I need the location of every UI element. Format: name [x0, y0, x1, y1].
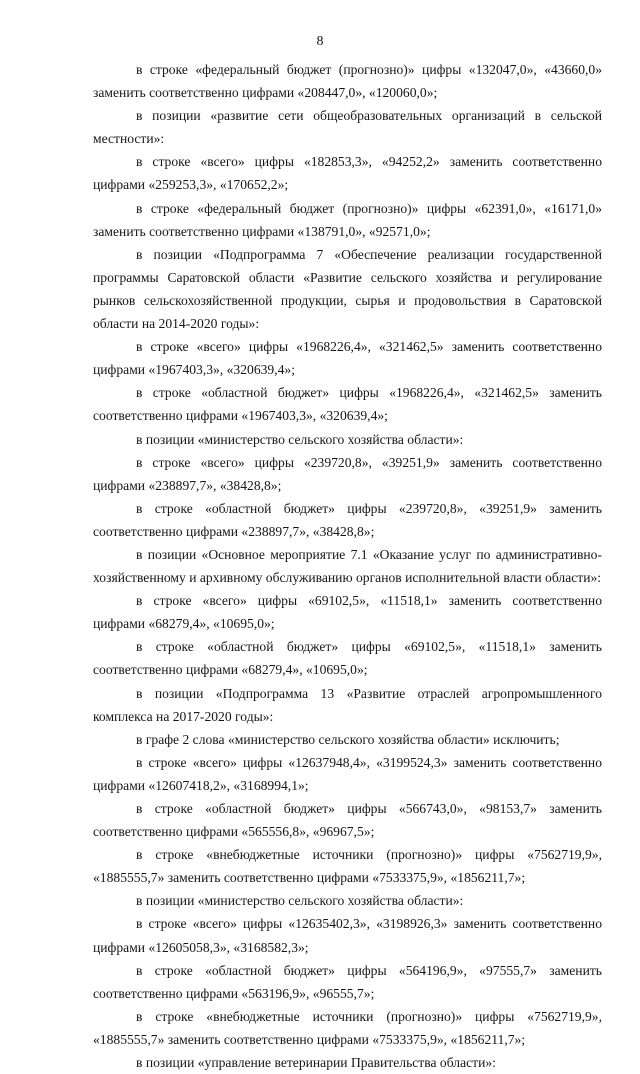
paragraph: в строке «областной бюджет» цифры «1968226,4», «321462,5» заменить соответственно цифрами «1967403,3», «320639,4»; [93, 385, 602, 424]
paragraph: в строке «областной бюджет» цифры «564196,9», «97555,7» заменить соответственно цифрами «563196,9», «96555,7»; [93, 962, 602, 1001]
document-body [93, 58, 602, 1074]
paragraph: в строке «всего» цифры «12635402,3», «3198926,3» заменить соответственно цифрами «12605058,3», «3168582,3»; [93, 916, 602, 955]
paragraph: в строке «внебюджетные источники (прогнозно)» цифры «7562719,9», «1885555,7» заменить соответственно цифрами «7533375,9», «1856211,7»; [93, 1008, 602, 1047]
paragraph: в строке «федеральный бюджет (прогнозно)» цифры «132047,0», «43660,0» заменить соответственно цифрами «208447,0», «120060,0»; [93, 62, 602, 101]
paragraph: в строке «областной бюджет» цифры «566743,0», «98153,7» заменить соответственно цифрами «565556,8», «96967,5»; [93, 801, 602, 840]
paragraph: в строке «федеральный бюджет (прогнозно)» цифры «62391,0», «16171,0» заменить соответственно цифрами «138791,0», «92571,0»; [93, 200, 602, 239]
paragraph: в строке «областной бюджет» цифры «239720,8», «39251,9» заменить соответственно цифрами «238897,7», «38428,8»; [93, 500, 602, 539]
paragraph: в позиции «управление ветеринарии Правительства области»: [136, 1055, 496, 1071]
paragraph: в строке «внебюджетные источники (прогнозно)» цифры «7562719,9», «1885555,7» заменить соответственно цифрами «7533375,9», «1856211,7»; [93, 847, 602, 886]
paragraph: в позиции «Основное мероприятие 7.1 «Оказание услуг по административно-хозяйственному и архивному обслуживанию органов исполнительной власти области»: [93, 546, 602, 586]
paragraph: в строке «всего» цифры «239720,8», «39251,9» заменить соответственно цифрами «238897,7», «38428,8»; [93, 454, 602, 493]
paragraph: в позиции «развитие сети общеобразовательных организаций в сельской местности»: [93, 108, 602, 147]
paragraph: в строке «областной бюджет» цифры «69102,5», «11518,1» заменить соответственно цифрами «68279,4», «10695,0»; [93, 639, 602, 678]
paragraph: в графе 2 слова «министерство сельского хозяйства области» исключить; [136, 731, 560, 747]
paragraph: в строке «всего» цифры «12637948,4», «3199524,3» заменить соответственно цифрами «12607418,2», «3168994,1»; [93, 754, 602, 793]
paragraph: в позиции «Подпрограмма 7 «Обеспечение реализации государственной программы Саратовской области «Развитие сельского хозяйства и регулирование рынков сельскохозяйственной продукции, сырья и продовольствия в Саратовской области на 2014-2020 годы»: [93, 246, 602, 332]
paragraph: в строке «всего» цифры «69102,5», «11518,1» заменить соответственно цифрами «68279,4», «10695,0»; [93, 593, 602, 632]
paragraph: в строке «всего» цифры «182853,3», «94252,2» заменить соответственно цифрами «259253,3», «170652,2»; [93, 154, 602, 193]
paragraph: в строке «всего» цифры «1968226,4», «321462,5» заменить соответственно цифрами «1967403,3», «320639,4»; [93, 339, 602, 378]
page-number: 8 [316, 34, 324, 49]
paragraph: в позиции «министерство сельского хозяйства области»: [136, 893, 464, 909]
paragraph: в позиции «Подпрограмма 13 «Развитие отраслей агропромышленного комплекса на 2017-2020 годы»: [93, 685, 602, 724]
paragraph: в позиции «министерство сельского хозяйства области»: [136, 431, 464, 447]
